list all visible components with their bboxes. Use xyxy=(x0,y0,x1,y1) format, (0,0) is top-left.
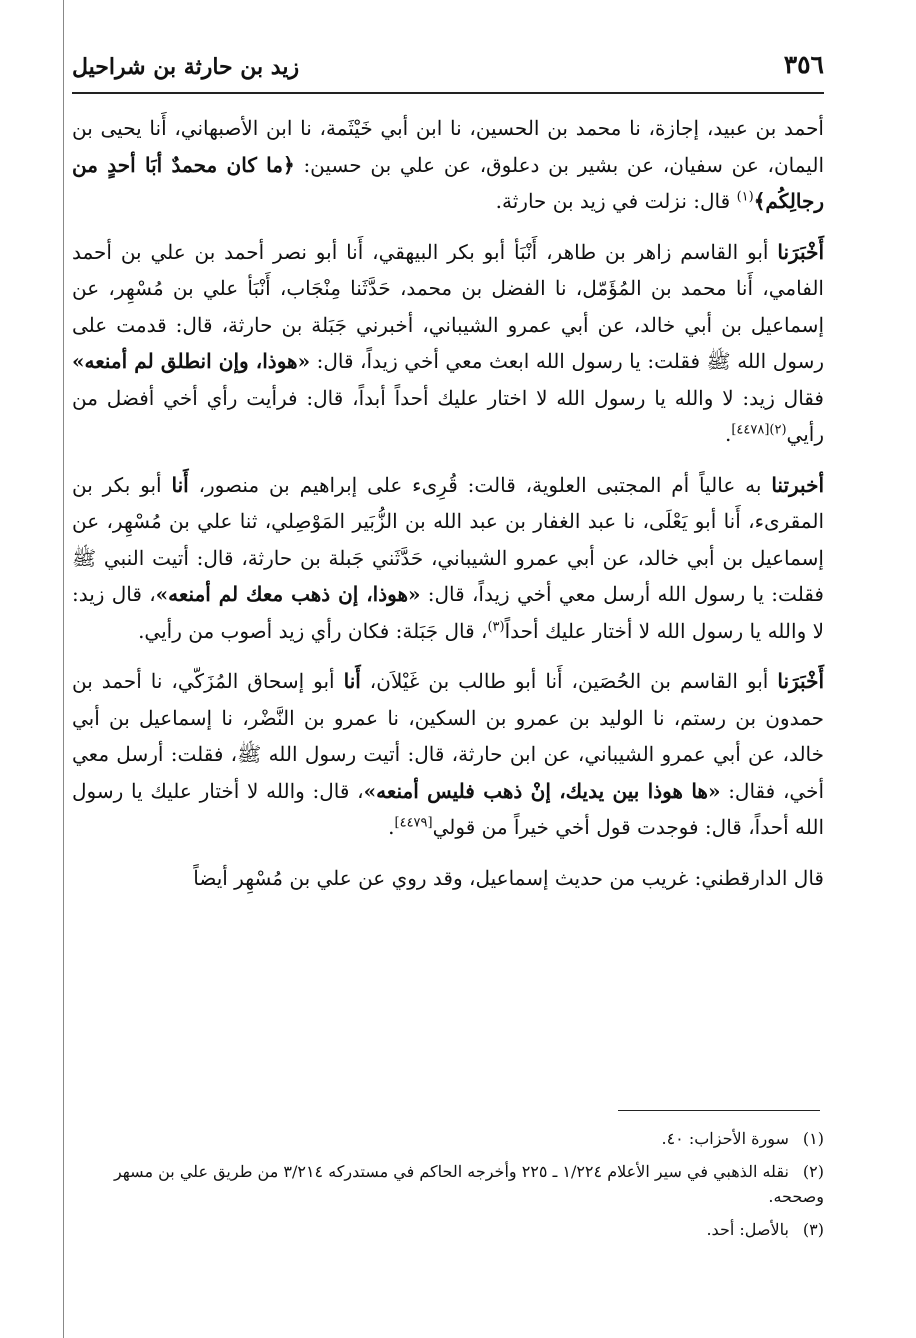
bold-text: أَنا xyxy=(343,669,361,693)
binding-edge-line xyxy=(63,0,64,1338)
text-run: . xyxy=(724,422,732,446)
footnotes xyxy=(72,1126,824,1250)
text-run: أبو بكر بن المقرىء، أَنا أبو يَعْلَى، نا عبد الغفار بن عبد الله بن الزُّبَير المَوْصِلي، ثنا علي بن مُسْهِر، عن إسماعيل بن أبي خالد، عن أبي عمرو الشيباني، حَدَّثَني جَبلة بن حارثة، قال: أتيت النبي ﷺ فقلت: يا رسول الله أرسل معي أخي زيداً، قال: xyxy=(72,472,824,606)
text-run: ، قال جَبَلة: فكان رأي زيد أصوب من رأيي. xyxy=(138,618,488,643)
page-header xyxy=(72,44,824,84)
footnote-text: سورة الأحزاب: ٤٠. xyxy=(661,1129,789,1148)
footnote-number: (١) xyxy=(802,1129,824,1148)
bold-text: «ها هوذا بين يديك، إنْ ذهب فليس أمنعه» xyxy=(363,778,721,803)
text-run: به عالياً أم المجتبى العلوية، قالت: قُرِىء على إبراهيم بن منصور، xyxy=(188,472,772,497)
footnote-number: (٣) xyxy=(802,1220,824,1239)
text-run: . xyxy=(388,815,395,839)
footnote-ref: (٢)[٤٤٧٨] xyxy=(731,422,787,438)
text-run: ، قال زيد: لا والله يا رسول الله لا أختار عليك أحداً xyxy=(72,582,824,643)
text-paragraph xyxy=(72,663,824,846)
text-run: ، قال: والله لا أختار عليك يا رسول الله أحداً، قال: فوجدت قول أخي خيراً من قولي xyxy=(72,778,824,839)
bold-text: «هوذا، وإن انطلق لم أمنعه» xyxy=(72,349,311,373)
text-run: أبو القاسم زاهر بن طاهر، أَنْبَأ أبو بكر البيهقي، أَنا أبو نصر أحمد بن علي بن أحمد الفامي، أَنا محمد بن المُؤَمّل، نا الفضل بن محمد، حَدَّثَنا مِنْجَاب، أَنْبَأ علي بن مُسْهِر، عن إسماعيل بن أبي خالد، عن أبي عمرو الشيباني، أخبرني جَبَلة بن حارثة، قال: قدمت على رسول الله ﷺ فقلت: يا رسول الله ابعث معي أخي زيداً، قال: xyxy=(72,239,824,373)
footnote-ref: [٤٤٧٩] xyxy=(394,815,433,831)
footnote-number: (٢) xyxy=(802,1162,824,1181)
text-run: أبو القاسم بن الحُصَين، أَنا أبو طالب بن غَيْلاَن، xyxy=(360,669,778,693)
page-number: ٣٥٦ xyxy=(783,50,824,79)
header-rule xyxy=(72,92,824,94)
bold-text: «هوذا، إن ذهب معك لم أمنعه» xyxy=(155,582,421,606)
main-text xyxy=(72,110,824,910)
footnote-ref: (٣) xyxy=(487,618,505,634)
footnote-text: نقله الذهبي في سير الأعلام ١/٢٢٤ ـ ٢٢٥ وأخرجه الحاكم في مستدركه ٣/٢١٤ من طريق علي بن مسهر وصححه. xyxy=(113,1162,824,1206)
text-paragraph xyxy=(72,467,824,650)
running-title: زيد بن حارثة بن شراحيل xyxy=(72,54,300,80)
text-paragraph xyxy=(72,860,824,897)
bold-text: ﴿ما كان محمدٌ أبَا أحدٍ من رجالِكُم﴾ xyxy=(72,152,824,213)
footnote-text: بالأصل: أحد. xyxy=(706,1220,789,1239)
bold-text: أَخْبَرَنا xyxy=(777,669,824,693)
bold-text: أَنا xyxy=(171,472,189,497)
bold-text: أخبرتنا xyxy=(771,472,824,497)
text-run: فقال زيد: لا والله يا رسول الله لا اختار عليك أحداً أبداً، قال: فرأيت رأي أخي أفضل من رأيي xyxy=(72,385,824,446)
footnote xyxy=(72,1159,824,1209)
text-run: قال الدارقطني: غريب من حديث إسماعيل، وقد روي عن علي بن مُسْهِر أيضاً xyxy=(193,865,824,890)
text-paragraph xyxy=(72,234,824,453)
footnote-ref: (١) xyxy=(736,189,754,205)
text-run: أبو إسحاق المُزَكّي، نا أحمد بن حمدون بن رستم، نا الوليد بن عمرو بن السكين، نا عمرو بن النَّضْر، نا إسماعيل بن أبي خالد، عن أبي عمرو الشيباني، عن ابن حارثة، قال: أتيت رسول الله ﷺ، فقلت: أرسل معي أخي، فقال: xyxy=(72,669,825,803)
text-run: قال: نزلت في زيد بن حارثة. xyxy=(495,189,737,213)
footnote xyxy=(72,1126,824,1151)
text-run: أحمد بن عبيد، إجازة، نا محمد بن الحسين، نا ابن أبي خَيْثَمة، نا ابن الأصبهاني، أَنا يحيى بن اليمان، عن سفيان، عن بشير بن دعلوق، عن علي بن حسين: xyxy=(72,116,824,177)
bold-text: أَخْبَرَنا xyxy=(777,239,824,264)
footnote-separator xyxy=(618,1110,820,1111)
footnote xyxy=(72,1217,824,1242)
text-paragraph xyxy=(72,110,824,220)
